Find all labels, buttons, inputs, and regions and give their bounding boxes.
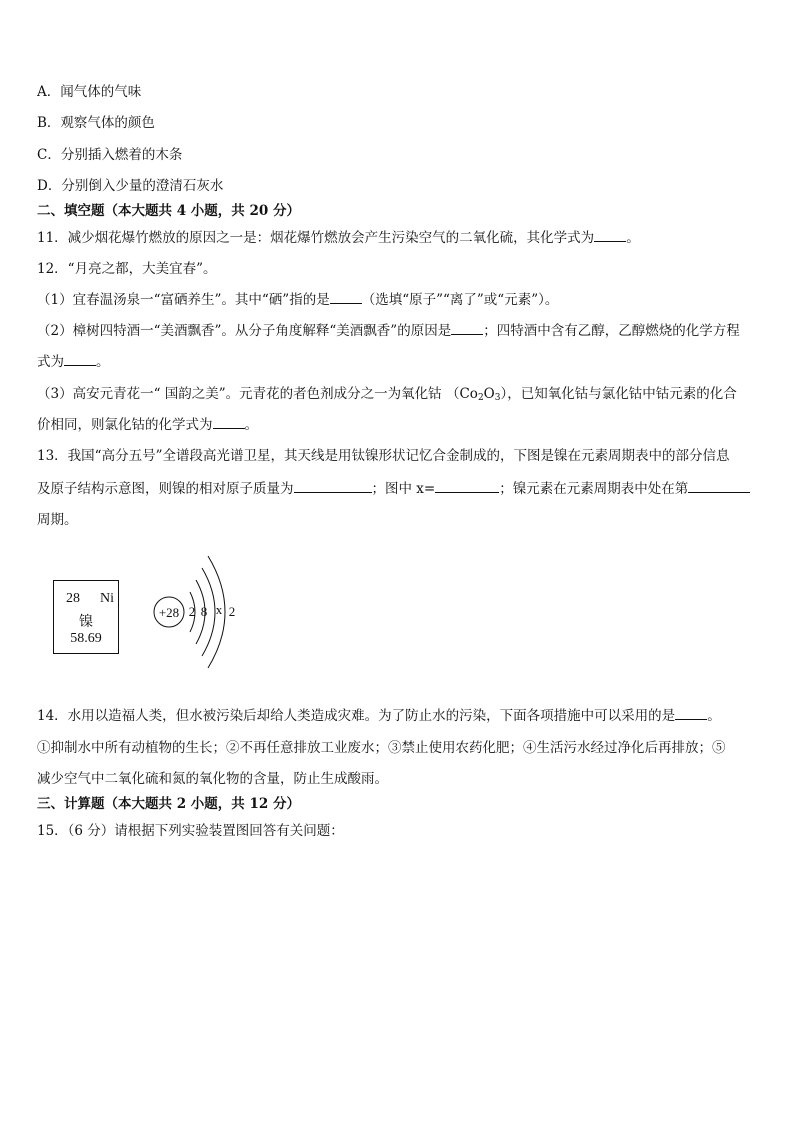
option-d: D．分别倒入少量的澄清石灰水 bbox=[37, 178, 224, 194]
question-14-line-3: 减少空气中二氧化硫和氮的氧化物的含量，防止生成酸雨。 bbox=[37, 771, 388, 787]
q13-text-2: ；图中 x= bbox=[371, 481, 436, 497]
q12-p2-text-3: 式为 bbox=[37, 354, 64, 370]
option-a: A．闻气体的气味 bbox=[37, 84, 142, 100]
q12-p3-sub-2: 3 bbox=[494, 393, 501, 403]
q14-text: 14．水用以造福人类，但水被污染后却给人类造成灾难。为了防止水的污染，下面各项措施中可以采用的是 bbox=[37, 708, 676, 724]
q11-text: 11．减少烟花爆竹燃放的原因之一是：烟花爆竹燃放会产生污染空气的二氧化硫，其化学式为 bbox=[37, 230, 595, 246]
atom-structure-diagram bbox=[148, 550, 248, 670]
element-name: 镍 bbox=[79, 615, 93, 630]
atomic-number: 28 bbox=[66, 591, 80, 606]
element-symbol: Ni bbox=[100, 591, 114, 606]
option-b: B．观察气体的颜色 bbox=[37, 115, 155, 131]
atomic-mass: 58.69 bbox=[70, 631, 102, 646]
q12-p3-end: 。 bbox=[244, 417, 258, 433]
q12-p3-text-2: ），已知氧化钴与氯化钴中钴元素的化合 bbox=[500, 386, 737, 402]
question-11 bbox=[37, 229, 757, 247]
q14-end: 。 bbox=[707, 708, 721, 724]
nucleus-charge: +28 bbox=[158, 605, 180, 620]
q12-p1-blank[interactable] bbox=[330, 291, 362, 304]
q12-p2-end: 。 bbox=[96, 354, 110, 370]
option-c: C．分别插入燃着的木条 bbox=[37, 147, 183, 163]
question-12-part-2-line-2 bbox=[37, 353, 757, 371]
question-12-part-3-line-1 bbox=[37, 385, 757, 407]
q12-p3-text: （3）高安元青花一“ 国韵之美”。元青花的者色剂成分之一为氧化钴 （Co bbox=[37, 386, 478, 402]
q12-p2-text-2: ；四特酒中含有乙醇，乙醇燃烧的化学方程 bbox=[483, 323, 740, 339]
q13-x-blank[interactable] bbox=[435, 480, 499, 493]
shell-3-electrons: x bbox=[215, 602, 223, 617]
question-13-line-3: 周期。 bbox=[37, 512, 78, 528]
q13-mass-blank[interactable] bbox=[294, 480, 372, 493]
q11-answer-blank[interactable] bbox=[594, 229, 626, 242]
q13-text-1: 及原子结构示意图，则镍的相对原子质量为 bbox=[37, 481, 294, 497]
q12-p1-options: （选填“原子”“离了”或“元素”）。 bbox=[361, 292, 559, 308]
question-12-part-3-line-2 bbox=[37, 416, 757, 434]
question-14-line-2: ①抑制水中所有动植物的生长；②不再任意排放工业废水；③禁止使用农药化肥；④生活污水经过净化后再排放；⑤ bbox=[37, 740, 726, 756]
question-12-part-2-line-1 bbox=[37, 322, 757, 340]
question-12-part-1 bbox=[37, 291, 757, 309]
q12-p3-sub-1: 2 bbox=[477, 393, 484, 403]
question-13-line-1: 13．我国“高分五号”全谱段高光谱卫星，其天线是用钛镍形状记忆合金制成的，下图是镍在元素周期表中的部分信息 bbox=[37, 448, 730, 464]
question-15: 15．（6 分）请根据下列实验装置图回答有关问题： bbox=[37, 823, 344, 839]
q11-end: 。 bbox=[626, 230, 640, 246]
q12-p2-blank-1[interactable] bbox=[451, 322, 483, 335]
q14-blank[interactable] bbox=[675, 707, 707, 720]
q13-period-blank[interactable] bbox=[688, 480, 750, 493]
section-3-heading: 三、计算题（本大题共 2 小题，共 12 分） bbox=[37, 796, 300, 812]
shell-2-electrons: 8 bbox=[200, 604, 208, 619]
q12-p2-text: （2）樟树四特酒一“美酒飘香”。从分子角度解释“美酒飘香”的原因是 bbox=[37, 323, 452, 339]
q12-p3-blank[interactable] bbox=[213, 416, 245, 429]
question-13-line-2 bbox=[37, 480, 757, 498]
nickel-element-card bbox=[53, 580, 119, 654]
q13-text-3: ；镍元素在元素周期表中处在第 bbox=[499, 481, 689, 497]
question-14-line-1 bbox=[37, 707, 757, 725]
q12-p3-oxygen: O bbox=[483, 386, 495, 402]
question-12-stem: 12．“月亮之都，大美宜春”。 bbox=[37, 261, 217, 277]
q12-p3-text-3: 价相同，则氯化钴的化学式为 bbox=[37, 417, 213, 433]
shell-4-electrons: 2 bbox=[228, 604, 236, 619]
section-2-heading: 二、填空题（本大题共 4 小题，共 20 分） bbox=[37, 203, 300, 219]
q12-p1-text: （1）宜春温汤泉一“富硒养生”。其中“硒”指的是 bbox=[37, 292, 330, 308]
q12-p2-blank-2[interactable] bbox=[64, 353, 96, 366]
shell-1-electrons: 2 bbox=[188, 604, 196, 619]
